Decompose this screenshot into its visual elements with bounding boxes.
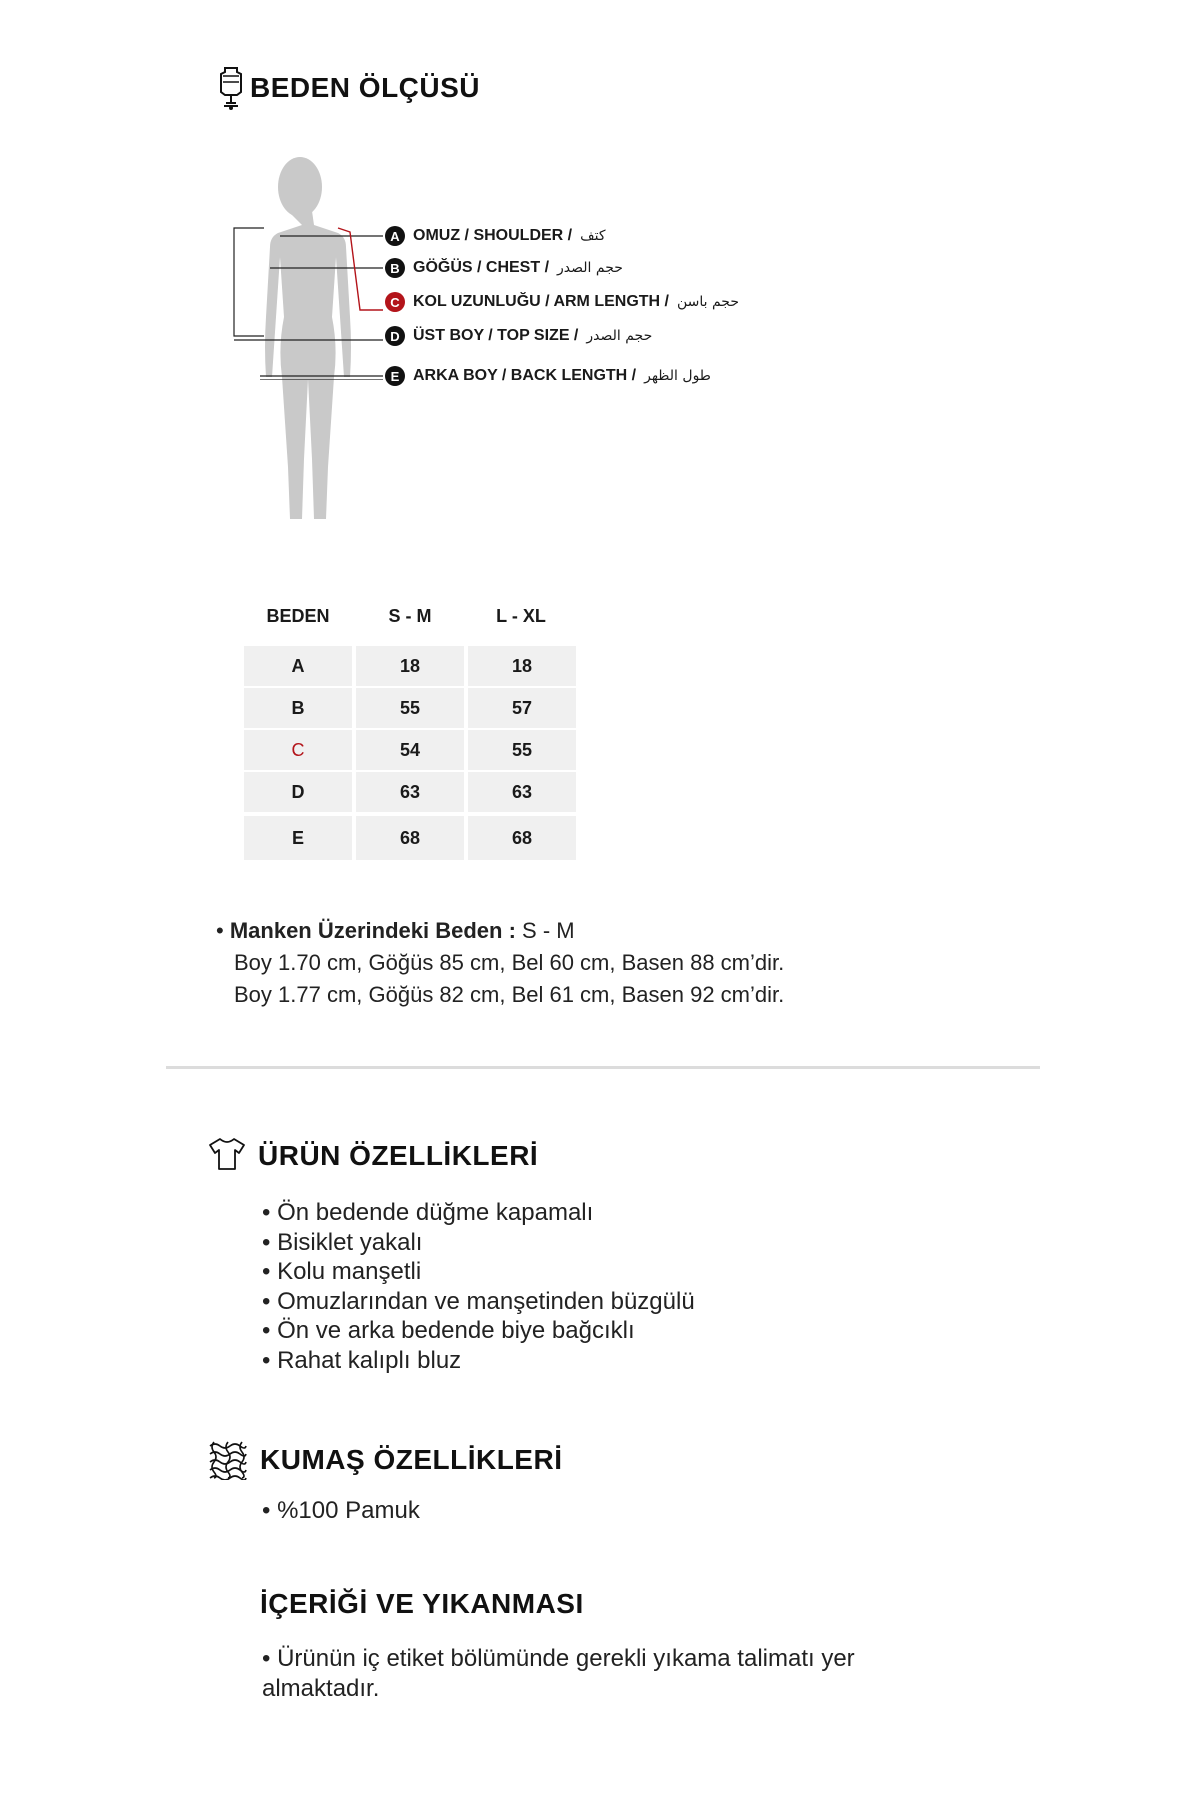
table-row — [244, 688, 576, 728]
measurement-arabic: حجم الصدر — [586, 328, 653, 344]
table-cell: 55 — [468, 730, 576, 770]
size-section-title: BEDEN ÖLÇÜSÜ — [250, 72, 481, 103]
list-item: • Bisiklet yakalı — [262, 1228, 695, 1258]
table-cell: 63 — [468, 772, 576, 812]
row-label: A — [244, 646, 352, 686]
measurement-arabic: حجم الصدر — [557, 260, 623, 276]
table-header-l-xl: L - XL — [496, 606, 546, 626]
table-cell: 18 — [356, 646, 464, 686]
fabric-icon — [208, 1440, 248, 1480]
measurement-a — [385, 226, 606, 246]
measurement-guide-e — [230, 260, 390, 380]
model-label: Manken Üzerindeki Beden : — [229, 918, 516, 943]
table-row — [244, 772, 576, 812]
row-label: D — [244, 772, 352, 812]
table-row — [244, 816, 576, 860]
measurement-label: OMUZ / SHOULDER / — [413, 227, 573, 244]
measurement-c — [385, 292, 739, 312]
measurement-d — [385, 326, 652, 346]
badge-a: A — [385, 226, 405, 246]
measurement-arabic: كتف — [580, 228, 606, 244]
badge-c: C — [385, 292, 405, 312]
measurement-label: ÜST BOY / TOP SIZE / — [413, 327, 579, 344]
measurement-label: GÖĞÜS / CHEST / — [413, 259, 550, 276]
measurement-label: KOL UZUNLUĞU / ARM LENGTH / — [413, 293, 669, 310]
table-cell: 57 — [468, 688, 576, 728]
table-header-beden: BEDEN — [266, 606, 330, 626]
fabric-features-list — [262, 1496, 420, 1526]
badge-e: E — [385, 366, 405, 386]
product-features-list — [262, 1198, 695, 1375]
table-header-s-m: S - M — [388, 606, 432, 626]
care-title: İÇERİĞİ VE YIKANMASI — [260, 1588, 584, 1619]
list-item: • Kolu manşetli — [262, 1257, 695, 1287]
tshirt-icon — [208, 1136, 246, 1172]
measurement-label: ARKA BOY / BACK LENGTH / — [413, 367, 637, 384]
table-cell: 63 — [356, 772, 464, 812]
model-measure-2: Boy 1.77 cm, Göğüs 82 cm, Bel 61 cm, Basen 92 cm’dir. — [234, 982, 785, 1007]
measurement-e — [385, 366, 711, 386]
section-divider — [166, 1066, 1040, 1069]
product-features-title: ÜRÜN ÖZELLİKLERİ — [258, 1140, 539, 1171]
model-size: S - M — [522, 918, 575, 943]
badge-d: D — [385, 326, 405, 346]
measurement-arabic: حجم باسن — [676, 294, 739, 310]
table-cell: 54 — [356, 730, 464, 770]
list-item: • Rahat kalıplı bluz — [262, 1346, 695, 1376]
row-label: C — [244, 730, 352, 770]
table-row — [244, 730, 576, 770]
care-list — [262, 1644, 962, 1703]
table-row — [244, 646, 576, 686]
measurement-b — [385, 258, 623, 278]
table-cell: 68 — [468, 816, 576, 860]
list-item: • Ürünün iç etiket bölümünde gerekli yıkama talimatı yer almaktadır. — [262, 1644, 962, 1703]
row-label: B — [244, 688, 352, 728]
measurement-arabic: طول الظهر — [644, 368, 711, 384]
fabric-features-title: KUMAŞ ÖZELLİKLERİ — [260, 1444, 563, 1475]
list-item: • %100 Pamuk — [262, 1496, 420, 1526]
table-cell: 18 — [468, 646, 576, 686]
mannequin-icon — [216, 64, 246, 112]
row-label: E — [244, 816, 352, 860]
list-item: • Ön ve arka bedende biye bağcıklı — [262, 1316, 695, 1346]
model-size-line: • Manken Üzerindeki Beden : S - M — [216, 918, 575, 943]
table-cell: 55 — [356, 688, 464, 728]
model-measure-1: Boy 1.70 cm, Göğüs 85 cm, Bel 60 cm, Basen 88 cm’dir. — [234, 950, 785, 975]
list-item: • Ön bedende düğme kapamalı — [262, 1198, 695, 1228]
table-cell: 68 — [356, 816, 464, 860]
list-item: • Omuzlarından ve manşetinden büzgülü — [262, 1287, 695, 1317]
badge-b: B — [385, 258, 405, 278]
